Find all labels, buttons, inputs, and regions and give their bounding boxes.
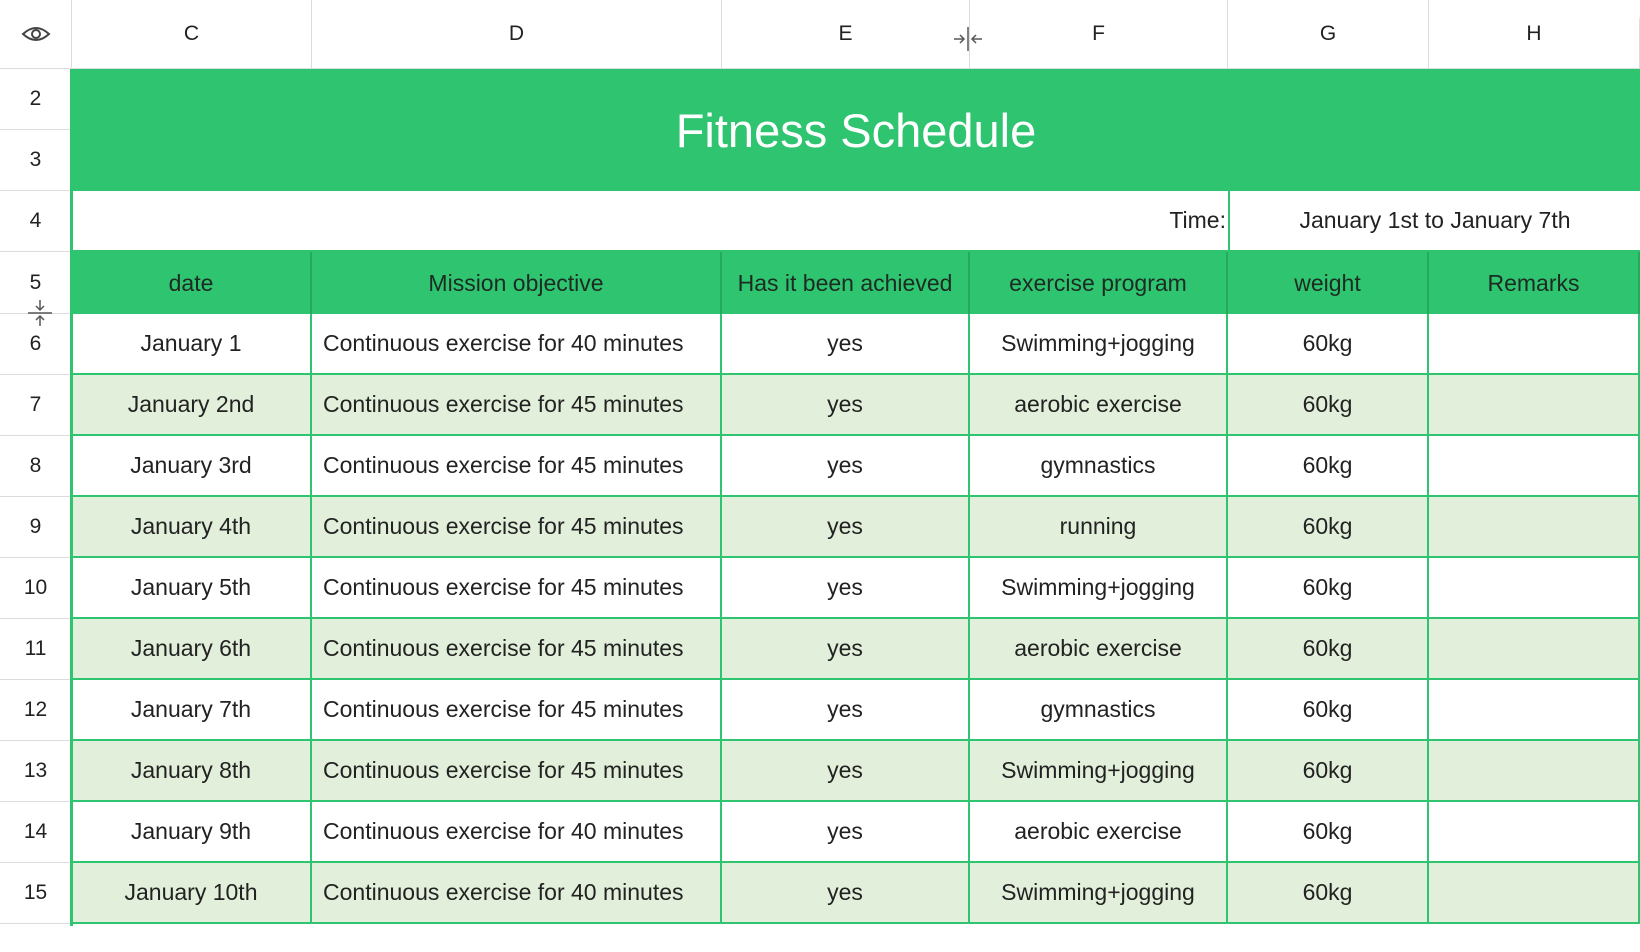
time-label: Time: <box>1169 207 1226 233</box>
table-cell[interactable]: Continuous exercise for 40 minutes <box>312 314 722 373</box>
table-cell[interactable] <box>1429 558 1640 617</box>
row-header-13[interactable]: 13 <box>0 741 72 802</box>
column-title-4[interactable]: weight <box>1228 252 1429 314</box>
table-cell[interactable]: yes <box>722 375 970 434</box>
table-cell[interactable]: 60kg <box>1228 558 1429 617</box>
table-cell[interactable]: Continuous exercise for 40 minutes <box>312 802 722 861</box>
table-cell[interactable]: January 1 <box>72 314 312 373</box>
table-row <box>72 741 1640 802</box>
table-row <box>72 863 1640 924</box>
column-title-3[interactable]: exercise program <box>970 252 1228 314</box>
table-cell[interactable]: January 5th <box>72 558 312 617</box>
row-header-3[interactable]: 3 <box>0 130 72 191</box>
table-cell[interactable]: yes <box>722 863 970 922</box>
table-cell[interactable]: 60kg <box>1228 680 1429 739</box>
eye-icon[interactable] <box>21 24 51 44</box>
table-cell[interactable]: aerobic exercise <box>970 619 1228 678</box>
table-left-border <box>70 69 73 952</box>
table-cell[interactable] <box>1429 802 1640 861</box>
table-header-row <box>72 252 1640 314</box>
table-cell[interactable]: 60kg <box>1228 619 1429 678</box>
row-header-2[interactable]: 2 <box>0 69 72 130</box>
table-cell[interactable]: Swimming+jogging <box>970 558 1228 617</box>
table-cell[interactable]: aerobic exercise <box>970 375 1228 434</box>
table-cell[interactable] <box>1429 375 1640 434</box>
table-cell[interactable]: Continuous exercise for 45 minutes <box>312 497 722 556</box>
table-cell[interactable]: yes <box>722 741 970 800</box>
table-cell[interactable]: Continuous exercise for 45 minutes <box>312 436 722 495</box>
table-row <box>72 680 1640 741</box>
table-cell[interactable]: yes <box>722 619 970 678</box>
row-header-4[interactable]: 4 <box>0 191 72 252</box>
column-title-5[interactable]: Remarks <box>1429 252 1640 314</box>
column-resize-icon[interactable] <box>952 25 984 53</box>
table-row <box>72 802 1640 863</box>
table-cell[interactable]: Continuous exercise for 45 minutes <box>312 558 722 617</box>
title-banner[interactable] <box>72 69 1640 191</box>
row-header-12[interactable]: 12 <box>0 680 72 741</box>
row-header-11[interactable]: 11 <box>0 619 72 680</box>
column-header-h[interactable]: H <box>1429 0 1640 69</box>
table-cell[interactable] <box>1429 314 1640 373</box>
table-cell[interactable]: yes <box>722 497 970 556</box>
column-header-g[interactable]: G <box>1228 0 1429 69</box>
row-header-10[interactable]: 10 <box>0 558 72 619</box>
table-cell[interactable]: January 7th <box>72 680 312 739</box>
table-cell[interactable] <box>1429 619 1640 678</box>
column-title-0[interactable]: date <box>72 252 312 314</box>
row-header-14[interactable]: 14 <box>0 802 72 863</box>
table-cell[interactable]: Continuous exercise for 45 minutes <box>312 680 722 739</box>
column-header-c[interactable]: C <box>72 0 312 69</box>
table-cell[interactable]: yes <box>722 558 970 617</box>
column-title-2[interactable]: Has it been achieved <box>722 252 970 314</box>
select-all-corner[interactable] <box>0 0 72 69</box>
table-cell[interactable]: January 10th <box>72 863 312 922</box>
table-row <box>72 558 1640 619</box>
table-cell[interactable]: Swimming+jogging <box>970 741 1228 800</box>
table-cell[interactable]: Continuous exercise for 45 minutes <box>312 375 722 434</box>
table-cell[interactable]: January 9th <box>72 802 312 861</box>
table-cell[interactable]: aerobic exercise <box>970 802 1228 861</box>
time-value[interactable]: January 1st to January 7th <box>1228 191 1640 250</box>
table-cell[interactable]: running <box>970 497 1228 556</box>
table-cell[interactable]: Continuous exercise for 40 minutes <box>312 863 722 922</box>
table-cell[interactable] <box>1429 497 1640 556</box>
table-row <box>72 375 1640 436</box>
table-cell[interactable]: Swimming+jogging <box>970 314 1228 373</box>
row-header-15[interactable]: 15 <box>0 863 72 924</box>
table-cell[interactable]: January 6th <box>72 619 312 678</box>
column-header-f[interactable]: F <box>970 0 1228 69</box>
table-cell[interactable] <box>1429 741 1640 800</box>
column-header-e[interactable]: E <box>722 0 970 69</box>
table-cell[interactable]: gymnastics <box>970 680 1228 739</box>
table-cell[interactable]: 60kg <box>1228 314 1429 373</box>
table-cell[interactable]: Swimming+jogging <box>970 863 1228 922</box>
page-title: Fitness Schedule <box>675 103 1037 157</box>
row-header-5[interactable]: 5 <box>0 252 72 314</box>
table-cell[interactable]: January 8th <box>72 741 312 800</box>
table-cell[interactable]: yes <box>722 436 970 495</box>
table-cell[interactable]: yes <box>722 802 970 861</box>
table-cell[interactable]: January 4th <box>72 497 312 556</box>
table-cell[interactable]: 60kg <box>1228 741 1429 800</box>
table-cell[interactable]: Continuous exercise for 45 minutes <box>312 619 722 678</box>
time-row[interactable] <box>72 191 1640 252</box>
row-resize-icon[interactable] <box>26 298 54 328</box>
table-cell[interactable] <box>1429 436 1640 495</box>
table-cell[interactable]: yes <box>722 314 970 373</box>
row-header-8[interactable]: 8 <box>0 436 72 497</box>
column-title-1[interactable]: Mission objective <box>312 252 722 314</box>
table-cell[interactable]: yes <box>722 680 970 739</box>
table-cell[interactable]: 60kg <box>1228 497 1429 556</box>
row-header-9[interactable]: 9 <box>0 497 72 558</box>
table-cell[interactable]: 60kg <box>1228 802 1429 861</box>
row-header-7[interactable]: 7 <box>0 375 72 436</box>
table-cell[interactable] <box>1429 680 1640 739</box>
table-row <box>72 619 1640 680</box>
table-cell[interactable]: 60kg <box>1228 375 1429 434</box>
table-row <box>72 436 1640 497</box>
row-header-6[interactable]: 6 <box>0 314 72 375</box>
column-header-d[interactable]: D <box>312 0 722 69</box>
table-row <box>72 314 1640 375</box>
table-cell[interactable]: gymnastics <box>970 436 1228 495</box>
table-cell[interactable]: 60kg <box>1228 863 1429 922</box>
table-cell[interactable]: January 2nd <box>72 375 312 434</box>
table-row <box>72 497 1640 558</box>
table-cell[interactable]: Continuous exercise for 45 minutes <box>312 741 722 800</box>
table-cell[interactable]: January 3rd <box>72 436 312 495</box>
table-cell[interactable]: 60kg <box>1228 436 1429 495</box>
table-cell[interactable] <box>1429 863 1640 922</box>
partial-row-strip <box>0 926 1640 952</box>
